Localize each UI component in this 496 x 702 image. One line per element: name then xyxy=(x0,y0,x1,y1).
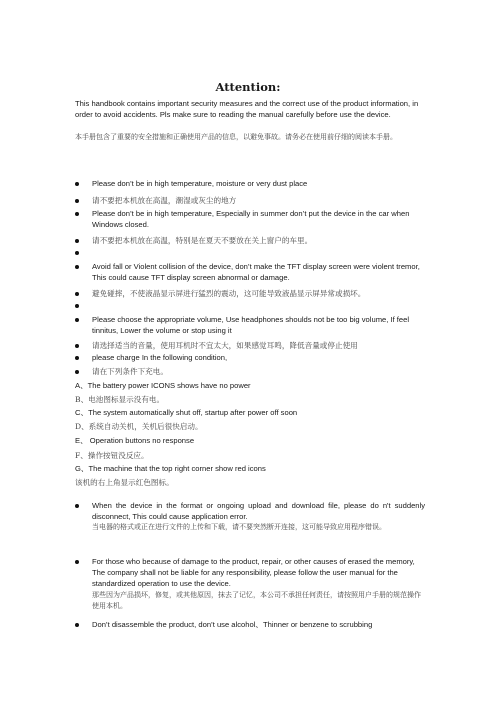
condition-item: 该机的右上角显示红色图标。 xyxy=(75,478,174,487)
bullet-item: 请不要把本机放在高温，潮湿或灰尘的地方 xyxy=(75,195,425,206)
bullet-icon xyxy=(75,560,79,564)
intro-english: This handbook contains important security measures and the correct use of the product information, in order to avoid accidents. Pls make sure to reading the manual carefully before use the device. xyxy=(75,99,419,120)
bullet-icon xyxy=(75,370,79,374)
bullet-icon xyxy=(75,265,79,269)
bullet-icon xyxy=(75,182,79,186)
condition-item: C、The system automatically shut off, startup after power off soon xyxy=(75,408,298,417)
bullet-item: For those who because of damage to the product, repair, or other causes of erased the memory, The company shall not be liable for any responsibility, please follow the user manual for the standardized operation to use the device. 那些因为产品损坏，修复，或其他原因，抹去了记忆，本公司不承担任何责任，请按照用户手册的规范操作使用本机。 xyxy=(75,556,425,612)
intro-chinese: 本手册包含了重要的安全措施和正确使用产品的信息，以避免事故。请务必在使用前仔细的阅读本手册。 xyxy=(75,133,397,141)
condition-item: D、系统自动关机，关机后很快启动。 xyxy=(75,422,203,431)
condition-item: B、电池图标显示没有电。 xyxy=(75,395,165,404)
condition-item: G、The machine that the top right corner show red icons xyxy=(75,464,266,473)
bullet-icon xyxy=(75,318,79,322)
bullet-item: 请选择适当的音量，使用耳机时不宜太大，如果感觉耳鸣，降低音量或停止使用 xyxy=(75,340,425,351)
bullet-icon xyxy=(75,344,79,348)
condition-item: A、The battery power ICONS shows have no power xyxy=(75,381,251,390)
bullet-item: Please don’t be in high temperature, moisture or very dust place xyxy=(75,178,425,189)
bullet-icon xyxy=(75,623,79,627)
condition-item: E、 Operation buttons no response xyxy=(75,436,195,445)
bullet-icon xyxy=(75,304,79,308)
bullet-item: Don’t disassemble the product, don’t use alcohol、Thinner or benzene to scrubbing xyxy=(75,619,425,630)
bullet-icon xyxy=(75,504,79,508)
bullet-icon xyxy=(75,199,79,203)
bullet-item: When the device in the format or ongoing upload and download file, please do n't suddenly disconnect, This could cause application error. 当电器的格式或正在进行文件的上传和下载，请不要突然断开连接，这可能导致应用程序错误。 xyxy=(75,500,425,534)
bullet-item: Please don’t be in high temperature, Especially in summer don’t put the device in the car when Windows closed. xyxy=(75,208,425,230)
bullet-icon xyxy=(75,251,79,255)
bullet-item: Please choose the appropriate volume, Use headphones shoulds not be too big volume, If feel tinnitus, Lower the volume or stop using it xyxy=(75,314,425,336)
bullet-item: 避免碰摔，不使液晶显示屏进行猛烈的震动，这可能导致液晶显示屏异常或损坏。 xyxy=(75,288,425,299)
page-title: Attention: xyxy=(215,80,281,94)
condition-item: F、操作按钮没反应。 xyxy=(75,451,149,460)
bullet-icon xyxy=(75,239,79,243)
bullet-icon xyxy=(75,212,79,216)
bullet-icon xyxy=(75,356,79,360)
bullet-item: 请不要把本机放在高温，特别是在夏天不要放在关上窗户的车里。 xyxy=(75,235,425,246)
bullet-icon xyxy=(75,292,79,296)
bullet-item: Avoid fall or Violent collision of the device, don’t make the TFT display screen were violent tremor, This could cause TFT display screen abnormal or damage. xyxy=(75,261,425,283)
bullet-item: 请在下列条件下充电。 xyxy=(75,366,425,377)
bullet-item: please charge In the following condition, xyxy=(75,352,425,363)
